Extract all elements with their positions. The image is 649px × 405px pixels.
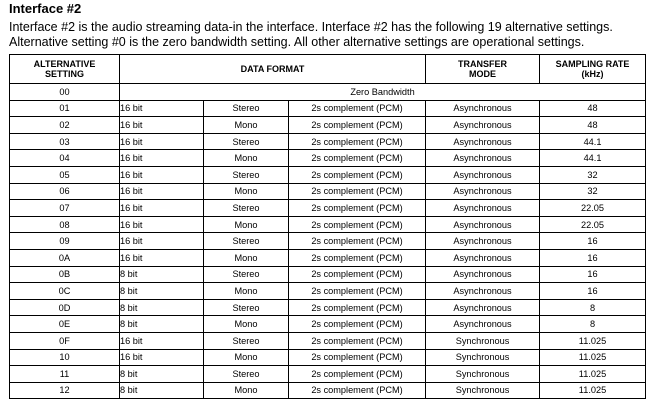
cell-channels: Stereo [204,100,289,117]
cell-sampling-rate: 44.1 [540,150,646,167]
cell-coding: 2s complement (PCM) [289,233,426,250]
cell-coding: 2s complement (PCM) [289,316,426,333]
cell-transfer-mode: Synchronous [426,332,540,349]
cell-bits: 8 bit [120,316,204,333]
cell-bits: 16 bit [120,150,204,167]
cell-transfer-mode: Asynchronous [426,266,540,283]
cell-coding: 2s complement (PCM) [289,183,426,200]
cell-bits: 16 bit [120,216,204,233]
cell-setting: 10 [10,349,120,366]
cell-channels: Mono [204,216,289,233]
cell-channels: Stereo [204,266,289,283]
table-header-row [10,55,646,84]
intro-line-2: Alternative setting #0 is the zero bandwidth setting. All other alternative settings are operational settings. [9,35,585,49]
cell-sampling-rate: 16 [540,266,646,283]
cell-coding: 2s complement (PCM) [289,299,426,316]
table-row-zero-bandwidth [10,84,646,101]
cell-bits: 16 bit [120,166,204,183]
cell-channels: Stereo [204,200,289,217]
cell-coding: 2s complement (PCM) [289,216,426,233]
cell-setting: 11 [10,366,120,383]
cell-transfer-mode: Asynchronous [426,100,540,117]
cell-coding: 2s complement (PCM) [289,150,426,167]
cell-channels: Mono [204,349,289,366]
cell-transfer-mode: Synchronous [426,349,540,366]
cell-coding: 2s complement (PCM) [289,117,426,134]
cell-sampling-rate: 11.025 [540,349,646,366]
table-row [10,382,646,399]
cell-coding: 2s complement (PCM) [289,200,426,217]
cell-zero-bandwidth: Zero Bandwidth [120,84,646,101]
cell-setting: 0C [10,283,120,300]
cell-bits: 16 bit [120,332,204,349]
cell-sampling-rate: 16 [540,283,646,300]
cell-coding: 2s complement (PCM) [289,349,426,366]
table-row [10,332,646,349]
cell-setting: 06 [10,183,120,200]
cell-bits: 16 bit [120,117,204,134]
cell-coding: 2s complement (PCM) [289,366,426,383]
cell-channels: Mono [204,316,289,333]
cell-transfer-mode: Asynchronous [426,233,540,250]
cell-coding: 2s complement (PCM) [289,133,426,150]
cell-coding: 2s complement (PCM) [289,283,426,300]
cell-channels: Mono [204,249,289,266]
cell-setting: 0A [10,249,120,266]
table-row [10,366,646,383]
cell-channels: Stereo [204,233,289,250]
table-row [10,316,646,333]
cell-sampling-rate: 32 [540,183,646,200]
header-sampling-rate [540,55,646,84]
table-row [10,249,646,266]
cell-sampling-rate: 8 [540,316,646,333]
cell-channels: Mono [204,150,289,167]
cell-coding: 2s complement (PCM) [289,382,426,399]
cell-bits: 8 bit [120,366,204,383]
cell-setting: 00 [10,84,120,101]
cell-setting: 12 [10,382,120,399]
header-alternative-setting [10,55,120,84]
table-row [10,100,646,117]
cell-bits: 16 bit [120,200,204,217]
table-row [10,233,646,250]
table-row [10,349,646,366]
cell-channels: Stereo [204,166,289,183]
header-transfer-line2: MODE [469,69,497,79]
cell-setting: 05 [10,166,120,183]
cell-bits: 16 bit [120,100,204,117]
header-data-format: DATA FORMAT [120,55,426,84]
cell-channels: Stereo [204,366,289,383]
table-row [10,183,646,200]
cell-setting: 03 [10,133,120,150]
cell-setting: 04 [10,150,120,167]
cell-channels: Stereo [204,299,289,316]
table-row [10,283,646,300]
header-alt-line2: SETTING [44,69,84,79]
cell-sampling-rate: 16 [540,249,646,266]
table-row [10,117,646,134]
cell-transfer-mode: Asynchronous [426,283,540,300]
cell-setting: 08 [10,216,120,233]
cell-coding: 2s complement (PCM) [289,266,426,283]
cell-bits: 8 bit [120,266,204,283]
cell-coding: 2s complement (PCM) [289,100,426,117]
cell-transfer-mode: Asynchronous [426,200,540,217]
cell-setting: 07 [10,200,120,217]
cell-sampling-rate: 22.05 [540,200,646,217]
cell-sampling-rate: 44.1 [540,133,646,150]
cell-transfer-mode: Asynchronous [426,117,540,134]
cell-sampling-rate: 11.025 [540,332,646,349]
cell-transfer-mode: Asynchronous [426,166,540,183]
cell-bits: 8 bit [120,299,204,316]
cell-transfer-mode: Synchronous [426,366,540,383]
cell-bits: 16 bit [120,133,204,150]
cell-coding: 2s complement (PCM) [289,332,426,349]
cell-coding: 2s complement (PCM) [289,166,426,183]
cell-sampling-rate: 11.025 [540,366,646,383]
cell-setting: 0D [10,299,120,316]
cell-channels: Stereo [204,133,289,150]
alternative-settings-table [9,54,646,399]
cell-setting: 02 [10,117,120,134]
section-title: Interface #2 [9,1,82,16]
cell-setting: 0E [10,316,120,333]
cell-bits: 16 bit [120,249,204,266]
cell-transfer-mode: Synchronous [426,382,540,399]
cell-setting: 09 [10,233,120,250]
cell-transfer-mode: Asynchronous [426,216,540,233]
cell-sampling-rate: 16 [540,233,646,250]
intro-line-1: Interface #2 is the audio streaming data-in the interface. Interface #2 has the following 19 alternative settings. [9,20,613,34]
cell-bits: 16 bit [120,183,204,200]
cell-transfer-mode: Asynchronous [426,316,540,333]
cell-setting: 01 [10,100,120,117]
cell-channels: Mono [204,382,289,399]
header-rate-line2: (kHz) [581,69,604,79]
table-row [10,299,646,316]
cell-bits: 16 bit [120,349,204,366]
header-rate-line1: SAMPLING RATE [555,59,630,69]
table-row [10,150,646,167]
cell-sampling-rate: 8 [540,299,646,316]
cell-setting: 0B [10,266,120,283]
cell-transfer-mode: Asynchronous [426,183,540,200]
table-row [10,200,646,217]
cell-setting: 0F [10,332,120,349]
table-row [10,216,646,233]
cell-sampling-rate: 48 [540,100,646,117]
header-alt-line1: ALTERNATIVE [33,59,96,69]
cell-transfer-mode: Asynchronous [426,299,540,316]
table-row [10,133,646,150]
cell-bits: 8 bit [120,283,204,300]
cell-bits: 8 bit [120,382,204,399]
cell-coding: 2s complement (PCM) [289,249,426,266]
cell-channels: Mono [204,183,289,200]
cell-sampling-rate: 22.05 [540,216,646,233]
cell-bits: 16 bit [120,233,204,250]
cell-transfer-mode: Asynchronous [426,133,540,150]
cell-sampling-rate: 32 [540,166,646,183]
cell-transfer-mode: Asynchronous [426,150,540,167]
cell-sampling-rate: 11.025 [540,382,646,399]
cell-channels: Stereo [204,332,289,349]
intro-paragraph [9,20,645,50]
cell-transfer-mode: Asynchronous [426,249,540,266]
header-transfer-mode [426,55,540,84]
table-row [10,166,646,183]
cell-channels: Mono [204,283,289,300]
header-transfer-line1: TRANSFER [458,59,508,69]
table-row [10,266,646,283]
cell-sampling-rate: 48 [540,117,646,134]
cell-channels: Mono [204,117,289,134]
